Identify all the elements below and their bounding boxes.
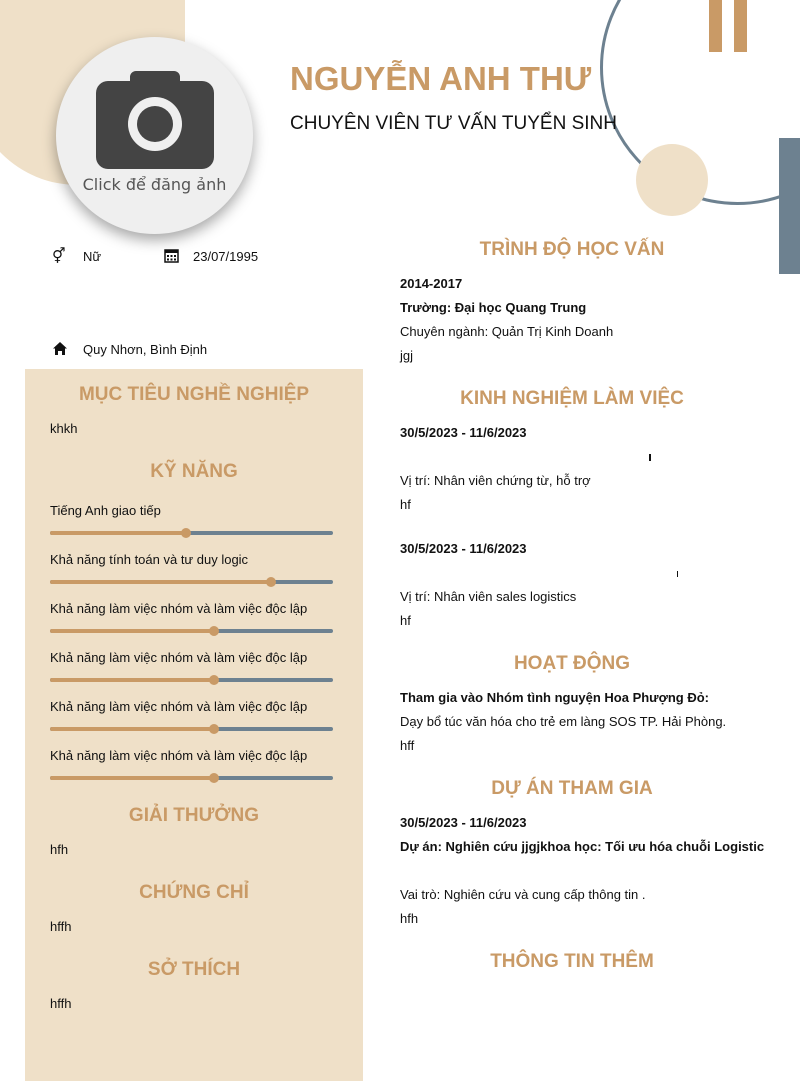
project-role: Vai trò: Nghiên cứu và cung cấp thông tin . [400,887,646,902]
project-name: Dự án: Nghiên cứu jjgjkhoa học: Tối ưu hóa chuỗi Logistic [400,839,765,854]
hobbies-title: SỞ THÍCH [147,959,241,980]
decor-dot [636,144,708,216]
skill-level-fill [50,629,214,633]
text-cursor-mark [677,571,678,577]
skill-level-bar[interactable] [50,776,333,780]
text-cursor-mark [649,454,651,461]
skill-level-bar[interactable] [50,580,333,584]
activity-note: hff [400,738,415,753]
calendar-icon [164,248,179,263]
skill-level-handle[interactable] [266,577,276,587]
decor-bar [709,0,722,52]
objective-text: khkh [50,421,78,436]
awards-text: hfh [50,842,69,857]
education-period: 2014-2017 [400,276,463,291]
skill-level-fill [50,580,271,584]
education-title: TRÌNH ĐỘ HỌC VẤN [479,239,665,260]
experience-note: hf [400,613,411,628]
experience-note: hf [400,497,411,512]
education-major: Chuyên ngành: Quản Trị Kinh Doanh [400,324,614,339]
projects-title: DỰ ÁN THAM GIA [491,778,653,799]
certificates-title: CHỨNG CHỈ [139,882,249,903]
skill-level-fill [50,727,214,731]
photo-upload[interactable] [56,37,253,234]
awards-title: GIẢI THƯỞNG [128,805,260,826]
camera-icon [96,65,214,169]
skill-label: Khả năng làm việc nhóm và làm việc độc lập [50,748,308,763]
address-value: Quy Nhơn, Bình Định [83,342,208,357]
skill-level-bar[interactable] [50,678,333,682]
skill-label: Khả năng làm việc nhóm và làm việc độc lập [50,699,308,714]
more-info-title: THÔNG TIN THÊM [490,951,654,972]
decor-side-bar [779,138,800,274]
experience-position: Vị trí: Nhân viên sales logistics [400,589,577,604]
skill-label: Tiếng Anh giao tiếp [50,503,161,518]
skill-level-fill [50,531,186,535]
skill-level-fill [50,678,214,682]
skills-title: KỸ NĂNG [150,461,238,482]
skill-level-bar[interactable] [50,629,333,633]
experience-period: 30/5/2023 - 11/6/2023 [400,425,527,440]
certificates-text: hffh [50,919,72,934]
education-note: jgj [400,348,414,363]
home-icon [52,341,68,356]
experience-period: 30/5/2023 - 11/6/2023 [400,541,527,556]
gender-icon: ⚥ [52,248,66,265]
hobbies-text: hffh [50,996,72,1011]
project-note: hfh [400,911,419,926]
skill-label: Khả năng tính toán và tư duy logic [50,552,249,567]
skill-label: Khả năng làm việc nhóm và làm việc độc lập [50,650,308,665]
candidate-title: CHUYÊN VIÊN TƯ VẤN TUYỂN SINH [290,113,617,134]
skill-level-fill [50,776,214,780]
education-school: Trường: Đại học Quang Trung [400,300,587,315]
activity-description: Dạy bổ túc văn hóa cho trẻ em làng SOS TP. Hải Phòng. [400,714,727,729]
objective-title: MỤC TIÊU NGHỀ NGHIỆP [78,384,310,405]
photo-upload-label: Click để đăng ảnh [82,175,227,194]
gender-value: Nữ [83,249,102,264]
skill-level-bar[interactable] [50,727,333,731]
experience-position: Vị trí: Nhân viên chứng từ, hỗ trợ [400,473,591,488]
decor-bar [734,0,747,52]
skill-level-handle[interactable] [181,528,191,538]
candidate-name: NGUYỄN ANH THƯ [290,60,592,97]
skill-label: Khả năng làm việc nhóm và làm việc độc lập [50,601,308,616]
project-period: 30/5/2023 - 11/6/2023 [400,815,527,830]
activities-title: HOẠT ĐỘNG [513,653,631,674]
birthday-value: 23/07/1995 [193,249,259,264]
skill-level-bar[interactable] [50,531,333,535]
activity-name: Tham gia vào Nhóm tình nguyện Hoa Phượng Đỏ: [400,690,709,705]
experience-title: KINH NGHIỆM LÀM VIỆC [460,388,684,409]
